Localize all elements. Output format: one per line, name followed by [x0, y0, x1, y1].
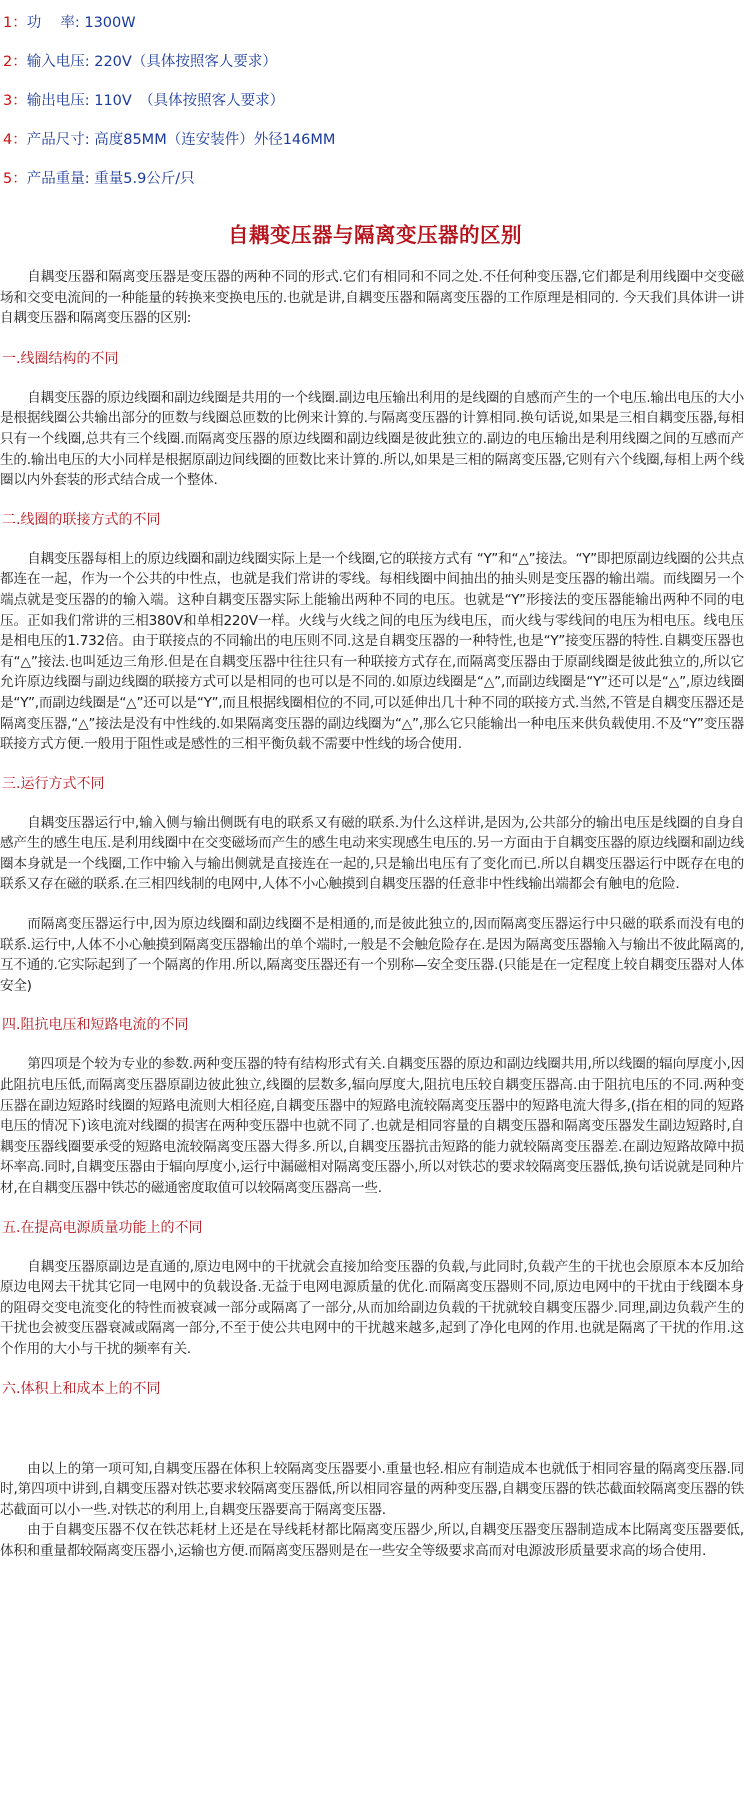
section-paragraph-4: 第四项是个较为专业的参数.两种变压器的特有结构形式有关.自耦变压器的原边和副边线圈共用,所以线圈的辐向厚度小,因此阻抗电压低,而隔离变压器原副边彼此独立,线圈的层数多,辐向厚度大,阻抗电压较自耦变压器高.由于阻抗电压的不同.两种变压器在副边短路时线圈的短路电流则大相径庭,自耦变压器中的短路电流较隔离变压器中的短路电流大得多,(指在相的同的短路电压的情况下)该电流对线圈的损害在两种变压器中也就不同了.也就是相同容量的自耦变压器和隔离变压器发生副边短路时,自耦变压器线圈要承受的短路电流较隔离变压器大得多.所以,自耦变压器抗击短路的能力就较隔离变压器差.在副边短路故障中损坏率高.同时,自耦变压器由于辐向厚度小,运行中漏磁相对隔离变压器小,所以对铁芯的要求较隔离变压器低,换句话说就是同种片材,在自耦变压器中铁芯的磁通密度取值可以较隔离变压器高一些.: [0, 1056, 744, 1196]
section-heading-1: 一.线圈结构的不同: [2, 350, 119, 367]
spec-number: 3：: [3, 93, 27, 109]
spec-value: 220V（具体按照客人要求）: [94, 54, 277, 70]
spec-input-voltage: [3, 53, 750, 92]
spec-number: 1：: [3, 15, 27, 31]
spec-label: 产品尺寸:: [26, 132, 95, 148]
section-heading-2: 二.线圈的联接方式的不同: [2, 511, 161, 528]
section-paragraph-3b: 而隔离变压器运行中,因为原边线圈和副边线圈不是相通的,而是彼此独立的,因而隔离变压器运行中只磁的联系而没有电的联系.运行中,人体不小心触摸到隔离变压器输出的单个端时,一般是不会触危险存在.是因为隔离变压器输入与输出不彼此隔离的,互不通的.它实际起到了一个隔离的作用.所以,隔离变压器还有一个别称—安全变压器.(只能是在一定程度上较自耦变压器对人体安全): [0, 916, 744, 994]
spec-output-voltage: [3, 92, 750, 131]
section-heading-4: 四.阻抗电压和短路电流的不同: [2, 1017, 189, 1034]
section-paragraph-2: 自耦变压器每相上的原边线圈和副边线圈实际上是一个线圈,它的联接方式有 “Y”和“△”接法。“Y”即把原副边线圈的公共点都连在一起，作为一个公共的中性点，也就是我们常讲的零线。每相线圈中间抽出的抽头则是变压器的输出端。而线圈另一个端点就是变压器的的输入端。这种自耦变压器实际上能输出两种不同的电压。也就是“Y”形接法的变压器能输出两种不同的电压。正如我们常讲的三相380V和单相220V一样。火线与火线之间的电压为线电压，而火线与零线间的电压为相电压。线电压是相电压的1.732倍。由于联接点的不同输出的电压则不同.这是自耦变压器的一种特性,也是“Y”接变压器的特性.自耦变压器也有“△”接法.也叫延边三角形.但是在自耦变压器中往往只有一种联接方式存在,而隔离变压器由于原副线圈是彼此独立的,所以它允许原边线圈与副边线圈的联接方式可以是相同的也可以是不同的.如原边线圈是“△”,而副边线圈是“Y”还可以是“△”,原边线圈是“Y”,而副边线圈是“△”还可以是“Y”,而且根据线圈相位的不同,可以延伸出几十种不同的联接方式.当然,不管是自耦变压器还是隔离变压器,“△”接法是没有中性线的.如果隔离变压器的副边线圈为“△”,那么它只能输出一种电压来供负载使用.不及“Y”变压器联接方式方便.一般用于阻性或是感性的三相平衡负载不需要中性线的场合使用.: [0, 550, 744, 753]
spec-power: [3, 14, 750, 53]
section-paragraph-1: 自耦变压器的原边线圈和副边线圈是共用的一个线圈.副边电压输出利用的是线圈的自感而产生的一个电压.输出电压的大小是根据线圈公共输出部分的匝数与线圈总匝数的比例来计算的.与隔离变压器的计算相同.换句话说,如果是三相自耦变压器,每相只有一个线圈,总共有三个线圈.而隔离变压器的原边线圈和副边线圈是彼此独立的.副边的电压输出是利用线圈之间的互感而产生的.输出电压的大小同样是根据原副边间线圈的匝数比来计算的.所以,如果是三相的隔离变压器,它则有六个线圈,每相上两个线圈以内外套装的形式结合成一个整体.: [0, 389, 744, 489]
section-paragraph-6b: 由于自耦变压器不仅在铁芯耗材上还是在导线耗材都比隔离变压器少,所以,自耦变压器变压器制造成本比隔离变压器要低,体积和重量都较隔离变压器小,运输也方便.而隔离变压器则是在一些安全等级要求高而对电源波形质量要求高的场合使用.: [0, 1522, 744, 1559]
article-body: [0, 267, 744, 1562]
spec-label: 输出电压:: [26, 93, 95, 109]
product-spec-list: [0, 0, 750, 209]
spec-value: 1300W: [84, 15, 136, 31]
spec-label: 输入电压:: [26, 54, 95, 70]
spec-value: 高度85MM（连安装件）外径146MM: [94, 132, 336, 148]
spec-size: [3, 131, 750, 170]
spec-value: 重量5.9公斤/只: [94, 171, 195, 187]
spec-number: 2：: [3, 54, 27, 70]
spec-value: 110V （具体按照客人要求）: [94, 93, 285, 109]
section-heading-3: 三.运行方式不同: [2, 775, 105, 792]
section-heading-6: 六.体积上和成本上的不同: [2, 1380, 161, 1397]
spec-number: 4：: [3, 132, 27, 148]
intro-paragraph: 自耦变压器和隔离变压器是变压器的两种不同的形式.它们有相同和不同之处.不任何种变压器,它们都是利用线圈中交变磁场和交变电流间的一种能量的转换来变换电压的.也就是讲,自耦变压器和隔离变压器的工作原理是相同的. 今天我们具体讲一讲自耦变压器和隔离变压器的区别:: [0, 269, 744, 327]
section-paragraph-3a: 自耦变压器运行中,输入侧与输出侧既有电的联系又有磁的联系.为什么这样讲,是因为,公共部分的输出电压是线圈的自身自感产生的感生电压.是利用线圈中在交变磁场而产生的感生电动来实现感生电压的.另一方面由于自耦变压器的原边线圈和副边线圈本身就是一个线圈,工作中输入与输出侧就是直接连在一起的,只是输出电压有了变化而已.所以自耦变压器运行中既存在电的联系又存在磁的联系.在三相四线制的电网中,人体不小心触摸到自耦变压器的任意非中性线输出端都会有触电的危险.: [0, 814, 744, 893]
article-title: 自耦变压器与隔离变压器的区别: [228, 223, 522, 247]
section-paragraph-5: 自耦变压器原副边是直通的,原边电网中的干扰就会直接加给变压器的负载,与此同时,负载产生的干扰也会原原本本反加给原边电网去干扰其它同一电网中的负载设备.无益于电网电源质量的优化.而隔离变压器则不同,原边电网中的干扰由于线圈本身的阻碍交变电流变化的特性而被衰减一部分或隔离了一部分,从而加给副边负载的干扰就较自耦变压器少.同理,副边负载产生的干扰也会被变压器衰减或隔离一部分,不至于使公共电网中的干扰越来越多,起到了净化电网的作用.也就是隔离了干扰的作用.这个作用的大小与干扰的频率有关.: [0, 1258, 744, 1357]
section-paragraph-6a: 由以上的第一项可知,自耦变压器在体积上较隔离变压器要小.重量也轻.相应有制造成本也就低于相同容量的隔离变压器.同时,第四项中讲到,自耦变压器对铁芯要求较隔离变压器低,所以相同容量的两种变压器,自耦变压器的铁芯截面较隔离变压器的铁芯截面可以小一些.对铁芯的利用上,自耦变压器要高于隔离变压器.: [0, 1460, 744, 1518]
spec-label: 功 率:: [26, 15, 85, 31]
section-heading-5: 五.在提高电源质量功能上的不同: [2, 1219, 203, 1236]
spec-weight: [3, 170, 750, 209]
spec-number: 5：: [3, 171, 27, 187]
spec-label: 产品重量:: [26, 171, 95, 187]
